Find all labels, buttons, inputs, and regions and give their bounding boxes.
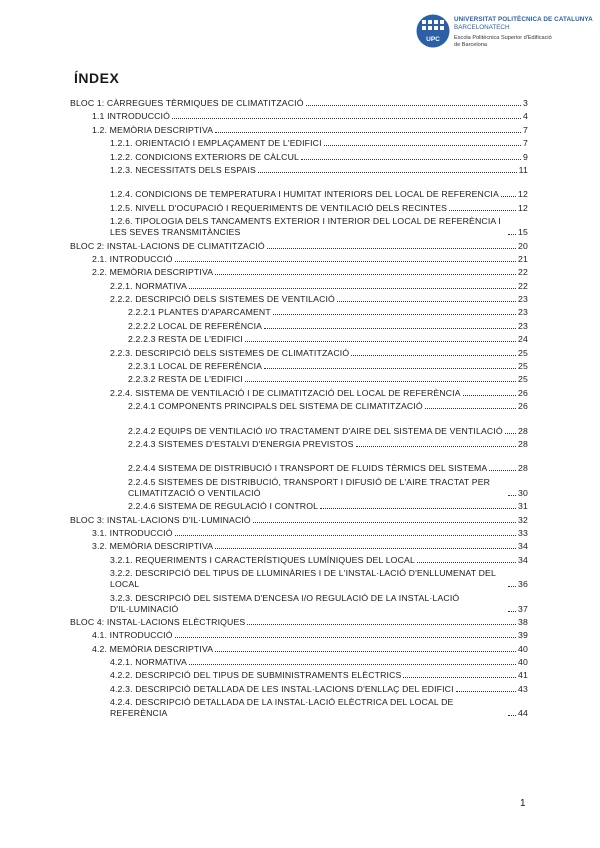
toc-entry[interactable]: 1.2.3. NECESSITATS DELS ESPAIS 11 bbox=[110, 164, 528, 175]
toc-entry[interactable]: 2.2.4.3 SISTEMES D'ESTALVI D'ENERGIA PREVISTOS 28 bbox=[128, 438, 528, 449]
toc-entry[interactable]: 4.2. MEMÒRIA DESCRIPTIVA 40 bbox=[92, 643, 528, 654]
toc-entry[interactable]: 1.2. MEMÒRIA DESCRIPTIVA 7 bbox=[92, 124, 528, 135]
toc-entry[interactable]: 2.2.4.5 SISTEMES DE DISTRIBUCIÓ, TRANSPORT I DIFUSIÓ DE L'AIRE TRACTAT PER CLIMATITZACIÓ O VENTILACIÓ 30 bbox=[128, 476, 528, 498]
logo-mark-text: UPC bbox=[426, 36, 440, 43]
toc-entry[interactable]: 2.2.2. DESCRIPCIÓ DELS SISTEMES DE VENTILACIÓ 23 bbox=[110, 294, 528, 305]
toc-entry[interactable]: 1.2.6. TIPOLOGIA DELS TANCAMENTS EXTERIOR I INTERIOR DEL LOCAL DE REFERÈNCIA I LES SEVES TRANSMITÀNCIES 15 bbox=[110, 216, 528, 238]
page-number: 1 bbox=[520, 798, 526, 809]
toc-entry[interactable]: 4.1. INTRODUCCIÓ 39 bbox=[92, 630, 528, 641]
toc-entry[interactable]: 1.1 INTRODUCCIÓ 4 bbox=[92, 111, 528, 122]
toc-entry[interactable]: 3.2.3. DESCRIPCIÓ DEL SISTEMA D'ENCESA I/O REGULACIÓ DE LA INSTAL·LACIÓ D'IL·LUMINACIÓ 37 bbox=[110, 592, 528, 614]
page-title: ÍNDEX bbox=[74, 70, 120, 86]
toc-entry[interactable]: 2.2.4.6 SISTEMA DE REGULACIÓ I CONTROL 31 bbox=[128, 501, 528, 512]
table-of-contents bbox=[70, 98, 528, 722]
university-logo bbox=[416, 14, 596, 54]
toc-entry[interactable]: 4.2.3. DESCRIPCIÓ DETALLADA DE LES INSTAL·LACIONS D'ENLLAÇ DEL EDIFICI 43 bbox=[110, 683, 528, 694]
toc-entry[interactable]: 2.2.4. SISTEMA DE VENTILACIÓ I DE CLIMATITZACIÓ DEL LOCAL DE REFERÈNCIA 26 bbox=[110, 387, 528, 398]
toc-entry[interactable]: 3.2. MEMÒRIA DESCRIPTIVA 34 bbox=[92, 541, 528, 552]
toc-entry[interactable]: 2.2.4.2 EQUIPS DE VENTILACIÓ I/O TRACTAMENT D'AIRE DEL SISTEMA DE VENTILACIÓ 28 bbox=[128, 425, 528, 436]
toc-entry[interactable]: 2.2.3. DESCRIPCIÓ DELS SISTEMES DE CLIMATITZACIÓ 25 bbox=[110, 347, 528, 358]
toc-entry[interactable]: 2.2.3.2 RESTA DE L'EDIFICI 25 bbox=[128, 374, 528, 385]
logo-line-4: de Barcelona bbox=[454, 42, 487, 48]
toc-entry[interactable]: BLOC 4: INSTAL·LACIONS ELÈCTRIQUES 38 bbox=[70, 616, 528, 627]
toc-entry[interactable]: 4.2.4. DESCRIPCIÓ DETALLADA DE LA INSTAL·LACIÓ ELÈCTRICA DEL LOCAL DE REFERÈNCIA 44 bbox=[110, 697, 528, 719]
logo-line-1: UNIVERSITAT POLITÈCNICA DE CATALUNYA bbox=[454, 16, 593, 23]
logo-line-3: Escola Politècnica Superior d'Edificació bbox=[454, 35, 552, 41]
toc-entry[interactable]: 4.2.2. DESCRIPCIÓ DEL TIPUS DE SUBMINISTRAMENTS ELÈCTRICS 41 bbox=[110, 670, 528, 681]
toc-entry[interactable]: 1.2.5. NIVELL D'OCUPACIÓ I REQUERIMENTS DE VENTILACIÓ DELS RECINTES 12 bbox=[110, 202, 528, 213]
toc-entry[interactable]: 2.2.4.4 SISTEMA DE DISTRIBUCIÓ I TRANSPORT DE FLUIDS TÈRMICS DEL SISTEMA 28 bbox=[128, 463, 528, 474]
upc-logo-icon bbox=[416, 14, 450, 48]
toc-entry[interactable]: 3.1. INTRODUCCIÓ 33 bbox=[92, 527, 528, 538]
toc-entry[interactable]: 2.2.1. NORMATIVA 22 bbox=[110, 280, 528, 291]
toc-entry[interactable]: BLOC 1: CÀRREGUES TÈRMIQUES DE CLIMATITZACIÓ 3 bbox=[70, 98, 528, 108]
toc-entry[interactable]: 2.2.2.1 PLANTES D'APARCAMENT 23 bbox=[128, 307, 528, 318]
logo-line-2: BARCELONATECH bbox=[454, 24, 510, 31]
toc-entry[interactable]: 2.2.2.2 LOCAL DE REFERÈNCIA 23 bbox=[128, 320, 528, 331]
toc-entry[interactable]: 3.2.1. REQUERIMENTS I CARACTERÍSTIQUES LUMÍNIQUES DEL LOCAL 34 bbox=[110, 554, 528, 565]
toc-entry[interactable]: 2.1. INTRODUCCIÓ 21 bbox=[92, 253, 528, 264]
toc-entry[interactable]: 2.2. MEMÒRIA DESCRIPTIVA 22 bbox=[92, 267, 528, 278]
toc-entry[interactable]: 1.2.1. ORIENTACIÓ I EMPLAÇAMENT DE L'EDIFICI 7 bbox=[110, 138, 528, 149]
toc-entry[interactable]: BLOC 3: INSTAL·LACIONS D'IL·LUMINACIÓ 32 bbox=[70, 514, 528, 525]
toc-entry[interactable]: BLOC 2: INSTAL·LACIONS DE CLIMATITZACIÓ 20 bbox=[70, 240, 528, 251]
toc-entry[interactable]: 1.2.4. CONDICIONS DE TEMPERATURA I HUMITAT INTERIORS DEL LOCAL DE REFERENCIA 12 bbox=[110, 189, 528, 200]
toc-entry[interactable]: 4.2.1. NORMATIVA 40 bbox=[110, 657, 528, 668]
toc-entry[interactable]: 3.2.2. DESCRIPCIÓ DEL TIPUS DE LLUMINÀRIES I DE L'INSTAL·LACIÓ D'ENLLUMENAT DEL LOCAL 36 bbox=[110, 568, 528, 590]
toc-entry[interactable]: 2.2.3.1 LOCAL DE REFERÈNCIA 25 bbox=[128, 361, 528, 372]
toc-entry[interactable]: 2.2.4.1 COMPONENTS PRINCIPALS DEL SISTEMA DE CLIMATITZACIÓ 26 bbox=[128, 401, 528, 412]
toc-entry[interactable]: 1.2.2. CONDICIONS EXTERIORS DE CÀLCUL 9 bbox=[110, 151, 528, 162]
toc-entry[interactable]: 2.2.2.3 RESTA DE L'EDIFICI 24 bbox=[128, 334, 528, 345]
